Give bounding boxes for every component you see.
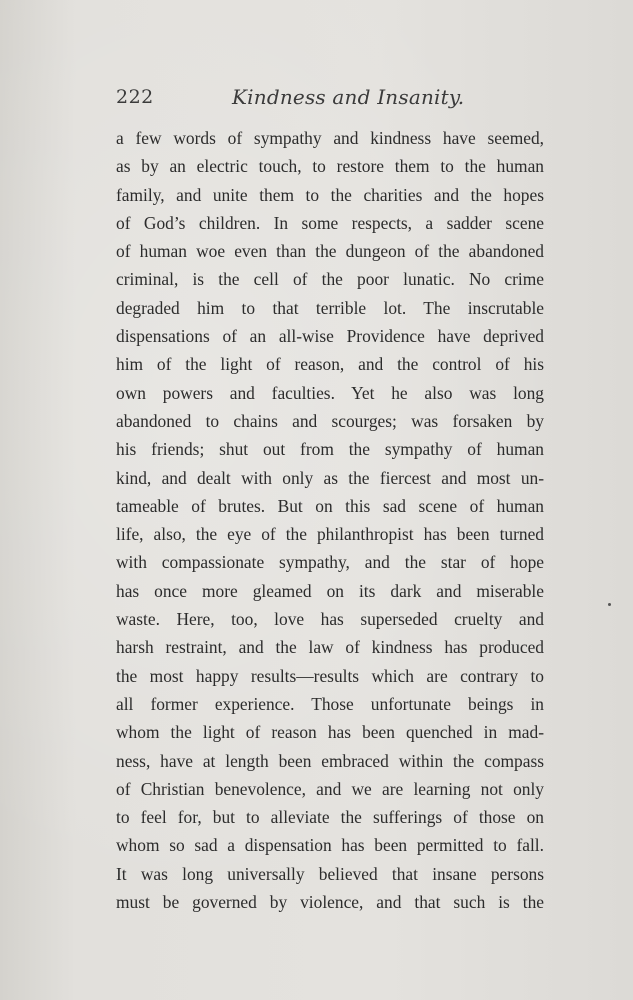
text-line: ness, have at length been embraced within the compass [116,750,544,771]
text-line: a few words of sympathy and kindness have seemed, [116,128,544,148]
page-number: 222 [116,86,154,108]
text-line: life, also, the eye of the philanthropist has been turned [116,524,544,545]
text-line: tameable of brutes. But on this sad scene of human [116,495,544,516]
text-line: as by an electric touch, to restore them to the human [116,156,544,177]
text-line: all former experience. Those unfortunate beings in [116,693,544,714]
text-line: whom so sad a dispensation has been permitted to fall. [116,835,544,856]
page-header [116,86,546,114]
text-line: dispensations of an all-wise Providence have deprived [116,326,544,347]
text-line: his friends; shut out from the sympathy of human [116,439,544,460]
text-line: kind, and dealt with only as the fiercest and most un- [116,467,544,488]
text-line: must be governed by violence, and that such is the [116,892,544,913]
text-line: the most happy results—results which are contrary to [116,665,544,686]
text-line: of human woe even than the dungeon of the abandoned [116,241,544,262]
text-line: harsh restraint, and the law of kindness has produced [116,637,544,658]
text-line: degraded him to that terrible lot. The inscrutable [116,297,544,318]
paper-speck [608,603,611,606]
text-line: has once more gleamed on its dark and miserable [116,580,544,601]
text-line: family, and unite them to the charities and the hopes [116,184,544,205]
text-line: criminal, is the cell of the poor lunatic. No crime [116,269,544,290]
text-line: with compassionate sympathy, and the star of hope [116,552,544,573]
text-line: him of the light of reason, and the control of his [116,354,544,375]
text-line: whom the light of reason has been quenched in mad- [116,722,544,743]
text-line: own powers and faculties. Yet he also was long [116,382,544,403]
body-text [116,124,544,916]
text-line: abandoned to chains and scourges; was forsaken by [116,410,544,431]
running-title: Kindness and Insanity. [232,85,465,109]
text-line: to feel for, but to alleviate the sufferings of those on [116,807,544,828]
text-line: It was long universally believed that insane persons [116,863,544,884]
text-line: waste. Here, too, love has superseded cruelty and [116,609,544,630]
text-line: of God’s children. In some respects, a sadder scene [116,212,544,233]
text-line: of Christian benevolence, and we are learning not only [116,778,544,799]
